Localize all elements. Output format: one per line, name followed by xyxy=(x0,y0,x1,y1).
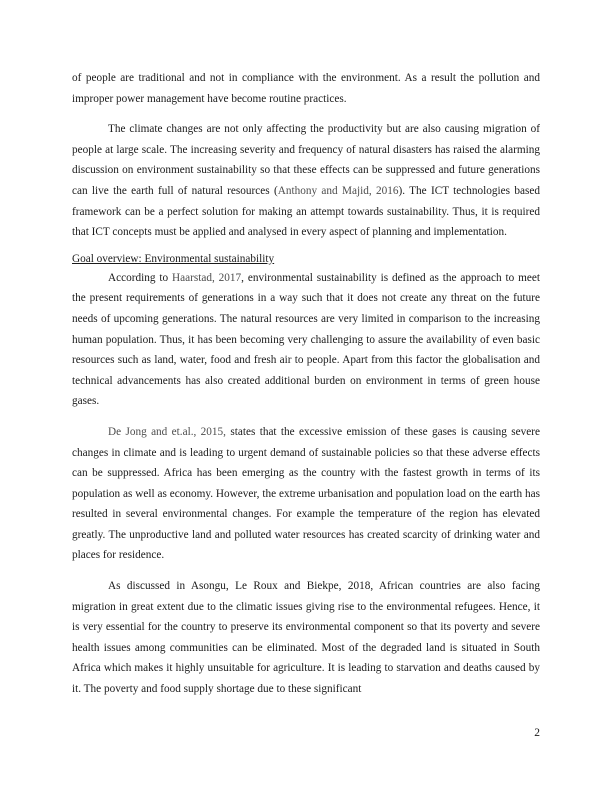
paragraph-continuation: of people are traditional and not in compliance with the environment. As a result the pollution and improper power management have become routine practices. xyxy=(72,72,540,105)
paragraph-text: According to xyxy=(108,271,172,284)
section-heading: Goal overview: Environmental sustainability xyxy=(72,252,275,265)
paragraph-text: states that the excessive emission of these gases is causing severe changes in climate and is leading to urgent demand of sustainable policies so that these adverse effects can be suppressed. Africa has been emerging as the country with the fastest growth in terms of its population as well as economy. However, the extreme urbanisation and population load on the earth has resulted in several environmental changes. For example the temperature of the region has elevated greatly. The unproductive land and polluted water resources has created scarcity of drinking water and places for residence. xyxy=(72,425,540,562)
paragraph-emissions xyxy=(72,422,540,566)
citation: Haarstad, 2017 xyxy=(171,271,242,284)
citation: De Jong and et.al., 2015, xyxy=(108,425,226,438)
paragraph-text: The climate changes are not only affecting the productivity but are also causing migration of people at large scale. The increasing severity and frequency of natural disasters has raised the alarming discussion on environment sustainability so that these effects can be suppressed and future generations can live the earth full of natural resources ( xyxy=(72,123,540,197)
paragraph-text: ). The ICT technologies based framework can be a perfect solution for making an attempt towards sustainability. Thus, it is required that ICT concepts must be applied and analysed in every aspect of planning and implementation. xyxy=(72,184,540,239)
paragraph-sustainability-definition xyxy=(72,268,540,412)
citation: Anthony and Majid, 2016 xyxy=(277,184,399,197)
page-number: 2 xyxy=(534,727,540,739)
paragraph-migration: As discussed in Asongu, Le Roux and Biekpe, 2018, African countries are also facing migration in great extent due to the climatic issues giving rise to the environmental refugees. Hence, it is very essential for the country to preserve its environmental component so that its poverty and severe health issues among communities can be eliminated. Most of the degraded land is situated in South Africa which makes it highly unsuitable for agriculture. It is leading to starvation and deaths caused by it. The poverty and food supply shortage due to these significant xyxy=(72,580,540,696)
page-body xyxy=(72,68,540,700)
paragraph-text: , environmental sustainability is defined as the approach to meet the present requirements of generations in a way such that it does not create any threat on the future needs of upcoming generations. The natural resources are very limited in comparison to the increasing human population. Thus, it has been becoming very challenging to assure the availability of even basic resources such as land, water, food and fresh air to people. Apart from this factor the globalisation and technical advancements has also created additional burden on environment in terms of green house gases. xyxy=(72,271,540,408)
paragraph-climate-changes xyxy=(72,119,540,243)
